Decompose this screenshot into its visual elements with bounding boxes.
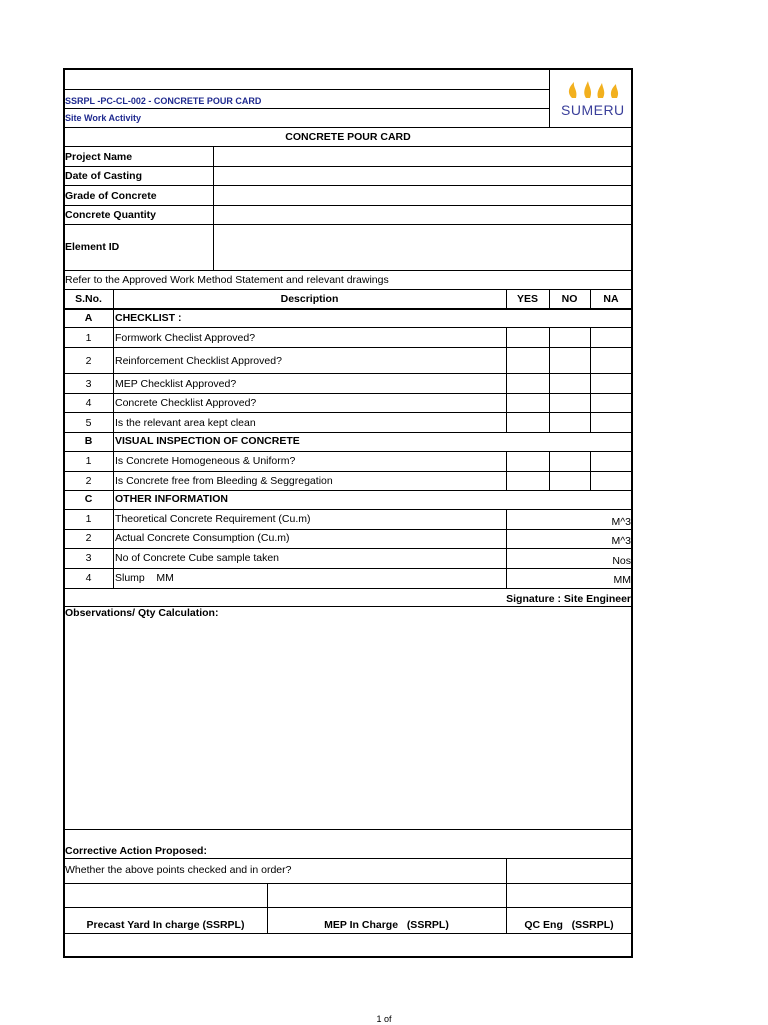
rule: [64, 883, 632, 884]
row-no: 1: [85, 513, 92, 525]
rule: [64, 451, 632, 452]
row-no: 1: [85, 455, 92, 467]
row-text: Reinforcement Checklist Approved?: [115, 355, 282, 367]
col-yes: YES: [516, 293, 538, 305]
sumeru-flame-icon: [562, 78, 624, 100]
row-no: 2: [85, 532, 92, 544]
row-text: Slump MM: [115, 572, 174, 584]
row-no: 5: [85, 417, 92, 429]
col-line: [590, 289, 591, 310]
rule: [64, 933, 632, 934]
col-line: [506, 289, 507, 310]
site-engineer-signature: Signature : Site Engineer: [506, 593, 631, 605]
row-no: 1: [85, 332, 92, 344]
field-label-element-id: Element ID: [65, 241, 120, 253]
row-unit: M^3: [611, 535, 631, 547]
corrective-action-label: Corrective Action Proposed:: [65, 845, 207, 857]
row-text: Formwork Checlist Approved?: [115, 332, 256, 344]
col-sno: S.No.: [75, 293, 102, 305]
concrete-quantity-field[interactable]: [214, 206, 631, 223]
rule: [64, 529, 632, 530]
row-text: No of Concrete Cube sample taken: [115, 552, 280, 564]
mep-incharge-label: MEP In Charge (SSRPL): [324, 919, 449, 931]
logo-text: SUMERU: [561, 102, 625, 118]
rule: [64, 347, 632, 348]
row-unit: MM: [613, 574, 631, 586]
rule: [64, 327, 632, 328]
section-b-code: B: [84, 435, 93, 447]
reference-note: Refer to the Approved Work Method Statement and relevant drawings: [65, 274, 389, 286]
row-no: 4: [85, 397, 92, 409]
qc-eng-label: QC Eng (SSRPL): [524, 919, 614, 931]
site-work-activity: Site Work Activity: [65, 113, 142, 123]
rule: [64, 127, 632, 128]
col-na: NA: [603, 293, 619, 305]
rule: [64, 490, 632, 491]
observations-label: Observations/ Qty Calculation:: [65, 607, 219, 619]
col-line: [113, 289, 114, 588]
row-no: 4: [85, 572, 92, 584]
observations-area[interactable]: [64, 620, 631, 828]
row-no: 2: [85, 355, 92, 367]
row-text: MEP Checklist Approved?: [115, 378, 237, 390]
row-text: Is the relevant area kept clean: [115, 417, 256, 429]
row-text: Concrete Checklist Approved?: [115, 397, 257, 409]
whether-checked-label: Whether the above points checked and in order?: [65, 864, 292, 876]
rule: [64, 568, 632, 569]
field-label-quantity: Concrete Quantity: [65, 209, 157, 221]
row-text: Actual Concrete Consumption (Cu.m): [115, 532, 290, 544]
field-label-date-of-casting: Date of Casting: [65, 170, 143, 182]
col-no: NO: [561, 293, 578, 305]
row-text: Theoretical Concrete Requirement (Cu.m): [115, 513, 311, 525]
rule: [64, 373, 632, 374]
section-a-code: A: [84, 312, 93, 324]
section-b-title: VISUAL INSPECTION OF CONCRETE: [115, 435, 300, 447]
section-c-code: C: [84, 493, 93, 505]
rule: [64, 393, 632, 394]
rule: [64, 471, 632, 472]
rule: [64, 829, 632, 830]
col-description: Description: [280, 293, 339, 305]
header-divider: [549, 69, 550, 127]
row-no: 3: [85, 378, 92, 390]
rule: [64, 308, 632, 310]
element-id-field[interactable]: [214, 225, 631, 269]
form-title: CONCRETE POUR CARD: [285, 131, 411, 143]
rule: [64, 108, 549, 109]
rule: [64, 858, 632, 859]
rule: [64, 432, 632, 433]
grade-of-concrete-field[interactable]: [214, 186, 631, 204]
col-line: [549, 289, 550, 310]
rule: [64, 907, 632, 908]
row-unit: M^3: [611, 516, 631, 528]
rule: [64, 588, 632, 589]
section-c-title: OTHER INFORMATION: [115, 493, 228, 505]
rule: [64, 89, 549, 90]
col-line: [506, 858, 507, 883]
field-label-project-name: Project Name: [65, 151, 133, 163]
rule: [64, 509, 632, 510]
section-a-title: CHECKLIST :: [115, 312, 182, 324]
col-line: [506, 327, 507, 432]
date-of-casting-field[interactable]: [214, 167, 631, 184]
col-line: [549, 327, 550, 432]
rule: [64, 270, 632, 271]
row-unit: Nos: [612, 555, 631, 567]
row-text: Is Concrete free from Bleeding & Seggregation: [115, 475, 333, 487]
rule: [64, 412, 632, 413]
page-number: 1 of: [376, 1014, 392, 1024]
project-name-field[interactable]: [214, 147, 631, 165]
rule: [64, 548, 632, 549]
row-text: Is Concrete Homogeneous & Uniform?: [115, 455, 296, 467]
field-label-grade: Grade of Concrete: [65, 190, 157, 202]
doc-code: SSRPL -PC-CL-002 - CONCRETE POUR CARD: [65, 96, 262, 106]
row-no: 2: [85, 475, 92, 487]
rule: [64, 289, 632, 290]
row-no: 3: [85, 552, 92, 564]
precast-incharge-label: Precast Yard In charge (SSRPL): [86, 919, 245, 931]
col-line: [590, 327, 591, 432]
